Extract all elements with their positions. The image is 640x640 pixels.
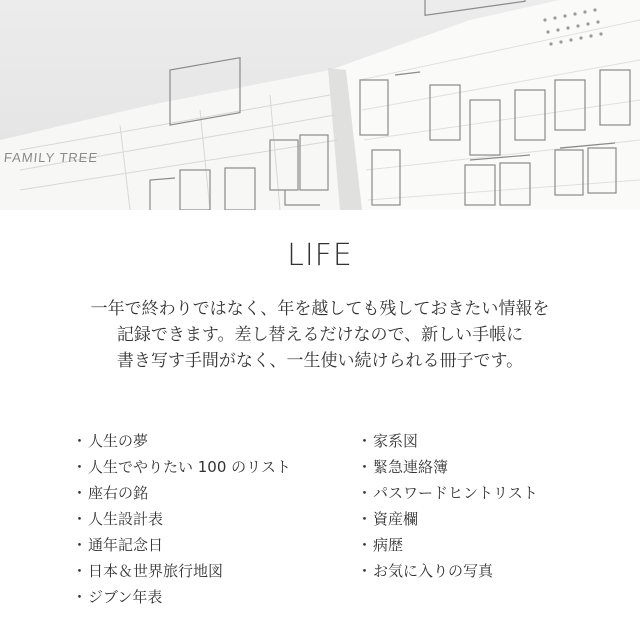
list-item-label: 緊急連絡簿 <box>373 458 449 476</box>
content-list-right <box>357 428 538 584</box>
family-tree-label: FAMILY TREE <box>3 150 99 165</box>
content-list-left <box>72 428 291 610</box>
bullet-mark: ・ <box>357 484 373 502</box>
bullet-mark: ・ <box>72 458 88 476</box>
bullet-mark: ・ <box>357 562 373 580</box>
list-item <box>72 532 291 558</box>
list-item-label: 資産欄 <box>373 510 419 528</box>
bullet-mark: ・ <box>72 562 88 580</box>
list-item <box>72 506 291 532</box>
bullet-mark: ・ <box>72 484 88 502</box>
list-item <box>72 558 291 584</box>
list-item-label: 人生の夢 <box>88 432 149 450</box>
notebook-photo <box>0 0 640 210</box>
bullet-mark: ・ <box>357 510 373 528</box>
bullet-mark: ・ <box>72 536 88 554</box>
bullet-mark: ・ <box>357 458 373 476</box>
page-title: LIFE <box>287 238 353 273</box>
list-item <box>72 454 291 480</box>
list-item-label: ジブン年表 <box>88 588 163 606</box>
list-item <box>357 506 538 532</box>
description-line: 書き写す手間がなく、一生使い続けられる冊子です。 <box>116 351 524 371</box>
list-item-label: お気に入りの写真 <box>373 562 494 580</box>
list-item-label: パスワードヒントリスト <box>373 484 538 502</box>
list-item <box>72 480 291 506</box>
description-line: 一年で終わりではなく、年を越しても残しておきたい情報を <box>90 299 550 319</box>
list-item-label: 日本＆世界旅行地図 <box>88 562 224 580</box>
list-item-label: 人生でやりたい 100 のリスト <box>88 458 291 476</box>
list-item-label: 病歴 <box>373 536 404 554</box>
bullet-mark: ・ <box>72 432 88 450</box>
bullet-mark: ・ <box>72 510 88 528</box>
list-item <box>357 558 538 584</box>
list-item <box>357 480 538 506</box>
bullet-mark: ・ <box>357 432 373 450</box>
list-item-label: 座右の銘 <box>88 484 149 502</box>
list-item <box>357 428 538 454</box>
list-item-label: 家系図 <box>373 432 419 450</box>
list-item-label: 通年記念日 <box>88 536 164 554</box>
notebook-illustration <box>0 0 640 210</box>
list-item <box>357 454 538 480</box>
bullet-mark: ・ <box>357 536 373 554</box>
bullet-mark: ・ <box>72 588 88 606</box>
list-item-label: 人生設計表 <box>88 510 164 528</box>
list-item <box>72 584 291 610</box>
description-line: 記録できます。差し替えるだけなので、新しい手帳に <box>116 325 524 345</box>
description <box>40 296 600 374</box>
list-item <box>357 532 538 558</box>
list-item <box>72 428 291 454</box>
